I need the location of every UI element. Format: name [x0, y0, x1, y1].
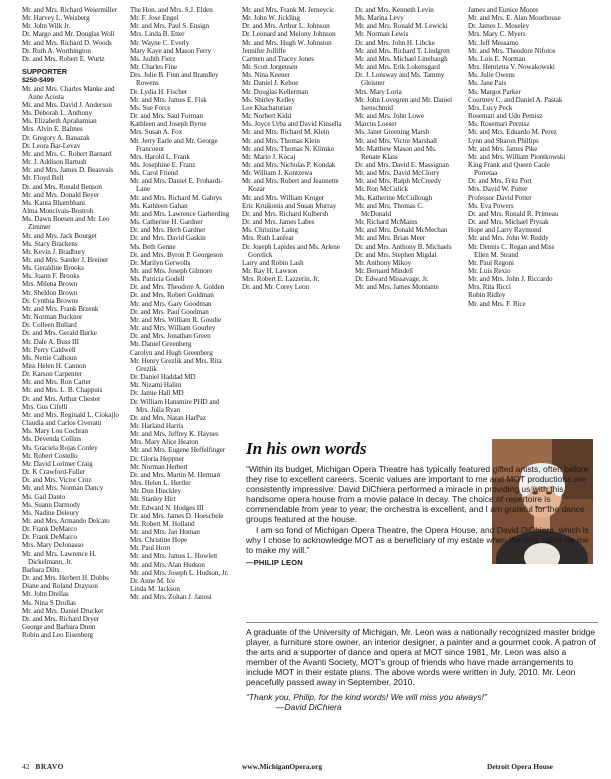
section-subheading: $250-$499 [22, 76, 55, 84]
feature-title: In his own words [246, 439, 367, 458]
donor-name: Mr. Matthew Mason and Ms. Renate Klass [355, 144, 437, 161]
donor-name: Dr. and Mrs. Anthony B. Michaels [355, 242, 452, 251]
donor-name: Ms. Joyce Urba and David Kinsella [242, 120, 342, 129]
donor-name: George and Barbara Dunn [22, 623, 96, 632]
donor-name: Mr. and Mrs. John W. Reddy [468, 234, 549, 243]
donor-name: Mr. Norman Herbert [130, 462, 188, 471]
donor-name: Mr. and Mrs. Jeffrey K. Haynes [130, 430, 219, 439]
donor-name: Mr. Mario J. Kocaj [242, 152, 296, 161]
donor-name: Mr. and Mrs. C. Robert Barnard [22, 149, 112, 158]
donor-name: Mr. F. Jose Engel [130, 14, 179, 23]
donor-name: Mr. and Mrs. Richard Weiermiller [22, 6, 118, 14]
donor-name: Ms. Julie Owens [468, 71, 515, 80]
donor-name: Mrs. Henrietta V. Nowakowski [468, 63, 555, 72]
donor-name: Dr. and Mrs. Richard Kulbersh [242, 209, 329, 218]
donor-column-5 [468, 6, 570, 308]
donor-name: Mr. Henry Grezlik and Mrs. Rita Grezlik [130, 356, 222, 373]
donor-name: Mrs. Alvin E. Balmes [22, 125, 83, 134]
donor-name: Ms. Nina Keener [242, 71, 290, 80]
donor-name: Mr. and Mrs. David McClorry [355, 169, 440, 178]
donor-name: Mr. Stanley Hirt [130, 495, 176, 504]
donor-name: Mr. Scott Jorgensen [242, 63, 298, 72]
donor-name: Dr. Joseph Lapides and Ms. Arlene Gorelick [242, 242, 340, 259]
donor-name: Mr. David Lorimer Craig [22, 459, 93, 468]
donor-name: Dr. and Mrs. Saul Forman [130, 112, 203, 121]
donor-name: Mr. Norman Bucknor [22, 313, 83, 322]
donor-name: Mr. and Mrs. Paul S. Ensign [130, 22, 210, 31]
donor-name: Ms. Kanta Bhambhani [22, 198, 86, 207]
donor-name: Ms. Geraldine Brooks [22, 264, 84, 273]
donor-name: Mr. and Mrs. Reginald L. Ciokajlo [22, 410, 119, 419]
donor-name: Ms. Deborah L. Anthony [22, 109, 93, 118]
donor-name: Dr. K Crawford-Fuller [22, 468, 85, 477]
donor-name: Mr. Robert Costello [22, 451, 78, 460]
donor-name: Mr. Ray H. Lawson [242, 267, 298, 275]
donor-name: Mr. and Mrs. Eugene Heffelfinger [130, 446, 226, 455]
donor-name: Mr. and Mrs. Zoltan J. Janosi [130, 593, 212, 602]
donor-name: Dr. and Mrs. Robert Goldman [130, 291, 214, 300]
donor-name: Dr. James L. Moseley [468, 22, 530, 31]
donor-name: Ms. Jane Pais [468, 79, 507, 88]
thanks-signature-text: —David DiChiera [276, 702, 342, 713]
donor-name: Mrs. Mary DeJonasso [22, 541, 84, 550]
donor-name: Mr. and Mrs. Jack Bourget [22, 231, 97, 240]
donor-name: Mr. Perry Caldwell [22, 345, 76, 354]
donor-name: Mr. and Mrs. Frank Brzenk [22, 304, 99, 313]
donor-name: Mr. and Mrs. David J. Anderson [22, 101, 112, 110]
donor-name: Mr. and Mrs. E. Alan Moorhouse [468, 14, 561, 23]
donor-name: Mr. Richard McMains [355, 218, 418, 227]
donor-name: Ms. Dawn Boesen and Mr. Leo Zimmer [22, 215, 110, 232]
quote-paragraph-1: “Within its budget, Michigan Opera Theatre has typically featured gifted artists, often before they rise to excellent careers. Scenic values are important to me and MOT productions are consistently impressive. David DiChiera performed a miracle in providing us with this handsome opera house from a movie palace in decay. The choice of repertoire is commendable from year to year, the orchestra is excellent, and I am grateful for the dance groups featured at the house. [246, 464, 589, 525]
donor-name: Dr. Anne M. Ice [130, 576, 176, 585]
donor-name: Mr. Dale A. Buss III [22, 337, 79, 346]
donor-name: Dr. and Mrs. Gerald Burke [22, 329, 97, 338]
donor-name: Mr. Norman Lewis [355, 30, 409, 39]
donor-name: Dr. and Mrs. Herbert H. Dobbs [22, 574, 109, 583]
donor-name: Linda M. Jackson [130, 585, 180, 594]
donor-name: Dr. Ruth A. Worthington [22, 46, 91, 55]
feature-divider [246, 622, 598, 623]
donor-name: Ms. Judith Fierz [130, 54, 176, 63]
donor-name: Mr. and Mrs. William R. Goudie [130, 315, 222, 324]
donor-name: Mr. Harvey L. Weisberg [22, 14, 90, 23]
donor-name: Mr. and Mrs. Victor Marshall [355, 136, 437, 145]
donor-name: Robin and Leo Eisenberg [22, 631, 94, 640]
donor-name: Dr. and Mrs. Arthur Chester [22, 394, 101, 403]
donor-name: Jennifer Jolliffe [242, 46, 286, 55]
donor-name: Mr. Jeff Messamo [468, 38, 519, 47]
donor-name: Mr. Kevin J. Bradbury [22, 247, 85, 256]
donor-name: Mrs. Harold L. Frank [130, 152, 190, 161]
donor-name: Eric Kruikonis and Susan Murray [242, 201, 337, 210]
donor-name: Mr. Paul Horn [130, 544, 171, 553]
donor-name: Dr. J. Lonsway and Ms. Tammy Gleisner [355, 71, 445, 88]
thanks-quote: “Thank you, Philip, for the kind words! We will miss you always!” [246, 692, 487, 702]
donor-name: Mr. John Lovegren and Mr. Daniel Isenschmid [355, 95, 453, 112]
donor-name: Dr. and Mrs. Herb Gardner [130, 226, 206, 235]
donor-name: Dr. Lydia H. Fischer [130, 87, 188, 96]
donor-name: Dr. and Mrs. Victor Cruz [22, 476, 92, 485]
donor-name: Mr. and Mrs. Joseph L. Hudson, Jr. [130, 568, 229, 577]
donor-name: Mr. Harland Harris [130, 421, 184, 430]
donor-name: Dr. and Mrs. Robert E. Wurtz [22, 54, 105, 63]
donor-name: Ms. Catherine H. Gardner [130, 218, 203, 227]
donor-name: Ms. Beth Genne [130, 242, 176, 251]
donor-name: Mr. and Mrs. Richard M. Gabrys [130, 193, 222, 202]
donor-name: Dr. and Mrs. Ronald Benson [22, 182, 102, 191]
donor-name: King Frank and Queen Caole Porretaa [468, 160, 550, 178]
donor-name: Mr. and Mrs. Ralph McCreedy [355, 177, 442, 186]
footer-website: www.MichiganOpera.org [242, 762, 323, 771]
donor-name: Mr. and Mrs. Joseph Gilmore [130, 267, 213, 275]
quote-paragraph-2: I am so fond of Michigan Opera Theatre, the Opera House, and David DiChiera, which is why I chose to acknowledge MOT as a beneficiary of my estate when the time came for me to make my will.” [246, 524, 589, 555]
feature-in-his-own-words [238, 437, 606, 727]
thanks-signature [246, 702, 596, 712]
donor-name: Mr. and Mrs. William Piontkowski [468, 152, 566, 161]
donor-name: Mr. Charles Fine [130, 63, 178, 72]
donor-name: Dr. William Hansmire PHD and Mrs. Julia Ryan [130, 397, 220, 414]
donor-name: Mr. and Mrs. Eduardo M. Perez [468, 128, 557, 137]
donor-name: Larry and Robin Lash [242, 258, 304, 267]
donor-name: Mr. William J. Kontzewa [242, 169, 313, 178]
donor-name: Ms. Graciela Rojas Conley [22, 443, 98, 452]
donor-name: Mr. and Mrs. Ron Carter [22, 378, 91, 387]
donor-name: Mr. and Mrs. Hugh W. Johnston [242, 38, 332, 47]
donor-name: Mr. and Mrs. Jan Homan [130, 528, 200, 536]
donor-name: Dr. and Mrs. David E. Massignan [355, 160, 449, 169]
donor-name: Ms. Shirley Kelley [242, 95, 295, 104]
donor-name: Mr. and Mrs. Lawrence Garberding [130, 209, 230, 218]
donor-name: Dr. and Mrs. Jonathan Green [130, 332, 211, 341]
donor-name: Mr. Robert M. Holland [130, 519, 195, 528]
donor-name: Mr. Dennis C. Regan and Miss Ellen M. Strand [468, 242, 555, 259]
donor-name: Drs. Julie B. Finn and Brandley Rowens [130, 71, 219, 88]
donor-name: Mr. Jerry Earle and Mr. George Francoeur [130, 136, 218, 153]
donor-name: Ms. Stacy Brackens [22, 239, 78, 248]
donor-name: Mr. J. Addison Bartush [22, 158, 87, 167]
donor-name: Mrs. Christine Hope [130, 536, 188, 545]
donor-name: Dr. Karson Carpenter [22, 370, 82, 379]
donor-name: Dr. Margo and Mr. Douglas Woll [22, 30, 115, 39]
donor-name: Claudia and Carlos Civeratti [22, 419, 102, 428]
donor-name: Courtney C. and Daniel A. Pastak [468, 95, 563, 104]
donor-name: Mr. Daniel J. Kehoe [242, 79, 299, 88]
donor-name: Ms. Mary Lou Cochran [22, 427, 88, 436]
donor-name: Mr. and Mrs. Richard M. Klein [242, 128, 330, 137]
donor-name: Mrs. Milena Brown [22, 280, 78, 289]
donor-name: Robin Ridley [468, 291, 506, 300]
donor-name: Mr. Wayne C. Everly [130, 38, 190, 47]
donor-name: Dr. Daniel Haddad MD [130, 373, 196, 382]
donor-column-4 [355, 6, 455, 291]
donor-name: Mr. John Drellas [22, 590, 69, 599]
donor-name: Mr. and Mrs. Richard T. Lindgren [355, 46, 450, 55]
donor-name: Mrs. Ruth Lanfear [242, 234, 294, 243]
donor-name: Dr. and Mrs. Ronald R. Primeau [468, 209, 559, 218]
donor-name: Dr. and Mrs. Theodore A. Golden [130, 283, 225, 292]
section-heading: SUPPORTER [22, 67, 67, 77]
donor-name: Dr. Leora Bar-Levav [22, 141, 81, 150]
donor-name: Mr. Daniel Greenberg [130, 340, 192, 349]
donor-name: Barbara Dilts [22, 565, 60, 574]
donor-name: Mr. and Mrs. James Montante [355, 283, 439, 292]
donor-name: Dr. Colleen Bullard [22, 321, 77, 330]
donor-name: Mrs. David W. Potter [468, 185, 528, 194]
donor-name: Dr. and Mrs. Michael Prysak [468, 218, 549, 227]
page-footer [0, 757, 611, 777]
donor-name: Dr. Frank DeMarco [22, 525, 77, 534]
donor-name: Mr. and Mrs. Theodore Nifotos [468, 46, 556, 55]
donor-name: Mr. and Mrs. Nicholas P. Kondak [242, 160, 336, 169]
donor-name: Mr. Douglas Kellerman [242, 87, 309, 96]
donor-name: Mr. and Mrs. Charles Manke and Anne Acosta [22, 84, 115, 101]
donor-name: Mr. Don Hinckley [130, 487, 182, 496]
donor-name: Ms. Janet Greening Marsh [355, 128, 430, 137]
donor-name: Ms. Devenda Collins [22, 435, 82, 444]
donor-name: Mr. and Mrs. William Gourley [130, 324, 216, 333]
donor-name: Mrs. Susan A. Fox [130, 128, 183, 137]
donor-name: Mrs. Robert E. Lazzerin, Jr. [242, 275, 320, 284]
donor-name: Dr. and Mrs. James Labes [242, 218, 315, 227]
donor-name: Mrs. Mary Alice Heaton [130, 438, 199, 447]
donor-name: Mr. and Mrs. Frank M. Jerneycic [242, 6, 335, 14]
donor-name: Ms. Joann F. Brooks [22, 272, 80, 281]
donor-name: Mr. and Mrs. Thomas N. Klimko [242, 144, 335, 153]
donor-name: Alma Moncivais-Bostroh [22, 207, 94, 216]
donor-name: Mr. and Mrs. Donald Beyer [22, 190, 100, 199]
donor-name: Dr. and Mrs. Stephen Migdal [355, 250, 437, 259]
donor-name: Dr. and Mrs. Richard Dryer [22, 614, 100, 623]
donor-column-3 [242, 6, 342, 291]
donor-name: Diane and Roland Drayson [22, 582, 98, 591]
donor-name: Dr. Jamie Hall MD [130, 389, 184, 398]
donor-name: Ms. Gail Danto [22, 492, 66, 501]
donor-name: Mr. and Mrs. Daniel E. Frohardt-Lane [130, 177, 223, 194]
donor-name: Marcus Loeser [355, 120, 397, 129]
publication-name: BRAVO [35, 762, 64, 771]
donor-name: Ms. Josephine E. Franz [130, 160, 196, 169]
donor-name: Dr. Gloria Heppner [130, 454, 185, 463]
donor-name: Dr. and Mr. Corey Leon [242, 283, 310, 292]
feature-quote [246, 464, 596, 568]
donor-name: Rosemari and Udo Pemisz [468, 112, 543, 121]
donor-name: Mr. and Mrs. James E. Fisk [130, 95, 207, 104]
donor-name: Dr. Cynthia Browne [22, 296, 79, 305]
donor-name: Mr. and Mrs. Ronald M. Lewicki [355, 22, 448, 31]
donor-name: Kathleen and Joseph Byrne [130, 120, 207, 129]
donor-name: Lynn and Sharon Phillips [468, 136, 539, 145]
donor-name: Lee Khachaturian [242, 103, 292, 112]
donor-name: Ms. Elizabeth Aprahamian [22, 117, 97, 126]
donor-name: Mr. and Mrs. Brian Meer [355, 234, 426, 243]
donor-name: Mr. and Mrs. L. B. Chappuis [22, 386, 103, 395]
donor-name: Carmen and Tracey Jones [242, 54, 314, 63]
donor-name: Ms. Christine Laing [242, 226, 298, 235]
donor-name: Mr. John Wilk Jr. [22, 22, 71, 31]
donor-name: Mr. and Mrs. Michael Linebaugh [355, 54, 448, 63]
donor-name: Dr. and Mrs. John H. Libcke [355, 38, 435, 47]
quote-attribution: —PHILIP LEON [246, 557, 303, 567]
donor-name: Mr. Edward N. Hodges III [130, 503, 204, 512]
donor-name: Mr. Luis Rexio [468, 267, 511, 275]
donor-name: Ms. Nadine Deleury [22, 508, 79, 517]
donor-name: Hope and Larry Raymond [468, 226, 542, 235]
donor-name: Dr. and Mrs. Paul Goodman [130, 307, 209, 316]
donor-name: Ms. Margot Parker [468, 87, 521, 96]
donor-name: Dr. Frank DeMarco [22, 533, 77, 542]
donor-name: Mr. and Mrs. Thomas C. McDonald [355, 201, 424, 218]
donor-name: Mr. and Mrs. Lawrence H. Dickelmann, Jr. [22, 549, 97, 566]
donor-name: Mrs. Helen L. Hertler [130, 479, 191, 488]
donor-name: Mr. Bernard Mindell [355, 267, 413, 275]
donor-name: Mr. and Mrs. William Kroger [242, 193, 325, 202]
donor-name: Mr. and Mrs. Robert and Jeannette Kozar [242, 177, 339, 194]
donor-name: Dr. and Mrs. Kenneth Levin [355, 6, 434, 14]
donor-column-1 [22, 6, 121, 639]
donor-name: James and Eunice Moore [468, 6, 539, 14]
donor-name: Mr. and Mrs. James Pike [468, 144, 538, 153]
donor-name: Dr. and Mrs. Arthur L. Johnson [242, 22, 330, 31]
donor-name: Carolyn and Hugh Greenberg [130, 348, 213, 357]
donor-name: Ms. Sue Force [130, 103, 171, 112]
donor-name: The Hon. and Mrs. S.J. Elden [130, 6, 213, 14]
feature-bio: A graduate of the University of Michigan, Mr. Leon was a nationally recognized master bridge player, a furniture store owner, an interior designer, a painter and a gourmet cook. A patron of the arts and a supporter of dance and opera at MOT since 1981, Mr. Leon was also a member of the Avanti Society, MOT's group of friends who have made arrangements to include MOT in their estate plans. The above words were written in July, 2010. Mr. Leon peacefully passed away in September, 2010. [246, 627, 596, 688]
donor-name: Dr. Gregory A. Banazak [22, 133, 90, 142]
donor-name: Mr. and Mrs. Norman Dancy [22, 484, 104, 493]
donor-name: Mr. Paul Regoni [468, 258, 514, 267]
donor-name: Dr. and Mrs. Fritz Port [468, 177, 532, 186]
donor-name: Ms. Eva Powers [468, 201, 514, 210]
donor-name: Mr. and Mrs. Donald McMechan [355, 226, 448, 235]
page-number: 42 [22, 762, 30, 771]
donor-name: Mr. Nizami Halim [130, 381, 182, 390]
donor-name: Mr. Ron McCulick [355, 185, 408, 194]
donor-name: Mrs. Mary Loria [355, 87, 402, 96]
donor-name: Mr. and Mrs. Thomas Klein [242, 136, 320, 145]
donor-name: Professor David Potter [468, 193, 532, 202]
footer-left [22, 762, 64, 771]
donor-name: Mr. and Mrs. Armando Delcato [22, 516, 110, 525]
donor-name: Mr. and Mrs. James D. Beauvais [22, 166, 114, 175]
donor-name: Mr. John W. Jickling [242, 14, 300, 23]
donor-name: Mr. and Mrs. James L. Howlett [130, 552, 218, 561]
donor-name: Dr. Edward Missavage, Jr. [355, 275, 429, 284]
donor-name: Ms. Marina Levy [355, 14, 404, 23]
donor-name: Dr. and Mrs. Martin M. Herman [130, 470, 220, 479]
donor-name: Mr. and Mrs. John J. Riccardo [468, 275, 553, 284]
footer-venue: Detroit Opera House [487, 762, 553, 771]
donor-name: Mrs. Lucy Peck [468, 103, 513, 112]
donor-name: Mrs. Gus Cifelli [22, 402, 68, 411]
donor-name: Mr. and Mrs. F. Rice [468, 299, 526, 308]
donor-name: Mr. and Mrs. Sander J. Breiner [22, 255, 109, 264]
donor-name: Ms. Nettie Calhoun [22, 353, 77, 362]
donor-name: Dr. Marilyn Gerwolls [130, 258, 191, 267]
donor-name: Ms. Kathleen Gahan [130, 201, 188, 210]
donor-name: Mr. Sheldon Brown [22, 288, 78, 297]
donor-name: Mr. Floyd Bell [22, 174, 64, 183]
donor-name: Mr. and Mrs. Richard D. Woods [22, 38, 112, 47]
donor-name: Dr. and Mrs. Natan HarPaz [130, 413, 206, 422]
donor-column-2 [130, 6, 231, 601]
donor-name: Mr. and Mrs. Alan Hudson [130, 560, 205, 569]
feature-thanks [246, 692, 596, 712]
donor-name: Miss Helen H. Cannon [22, 362, 87, 371]
donor-name: Ms. Nina S Drollas [22, 598, 76, 607]
donor-name: Dr. and Mrs. Byron P. Georgeson [130, 250, 223, 259]
donor-name: Dr. and Mrs. James D. Hoeschele [130, 511, 224, 520]
donor-name: Mary Kaye and Mason Ferry [130, 46, 212, 55]
donor-name: Mrs. Mary C. Myers [468, 30, 526, 39]
donor-name: Mrs. Rita Ricci [468, 283, 511, 292]
donor-name: Ms. Patricia Godell [130, 275, 185, 284]
donor-name: Mr. and Mrs. John Lowe [355, 112, 425, 121]
donor-name: Mr. Anthony Mikoy [355, 258, 412, 267]
donor-name: Mr. Norbert Kidd [242, 112, 292, 121]
donor-name: Mr. and Mrs. Gary Goodman [130, 299, 212, 308]
donor-name: Ms. Katherine McCullough [355, 193, 433, 202]
donor-name: Mrs. Linda B. Etter [130, 30, 185, 39]
donor-name: Ms. Rosemari Pernisz [468, 120, 530, 129]
donor-name: Mr. and Mrs. Erik Lokensgard [355, 63, 440, 72]
donor-name: Ms. Suann Darmody [22, 500, 81, 509]
donor-name: Dr. and Mrs. David Gaskin [130, 234, 206, 243]
donor-name: Ms. Carol Friend [130, 169, 178, 178]
donor-name: Dr. Leonard and Melony Johnson [242, 30, 336, 39]
donor-name: Ms. Lois E. Norman [468, 54, 526, 63]
donor-name: Mr. and Mrs. Daniel Drucker [22, 606, 104, 615]
